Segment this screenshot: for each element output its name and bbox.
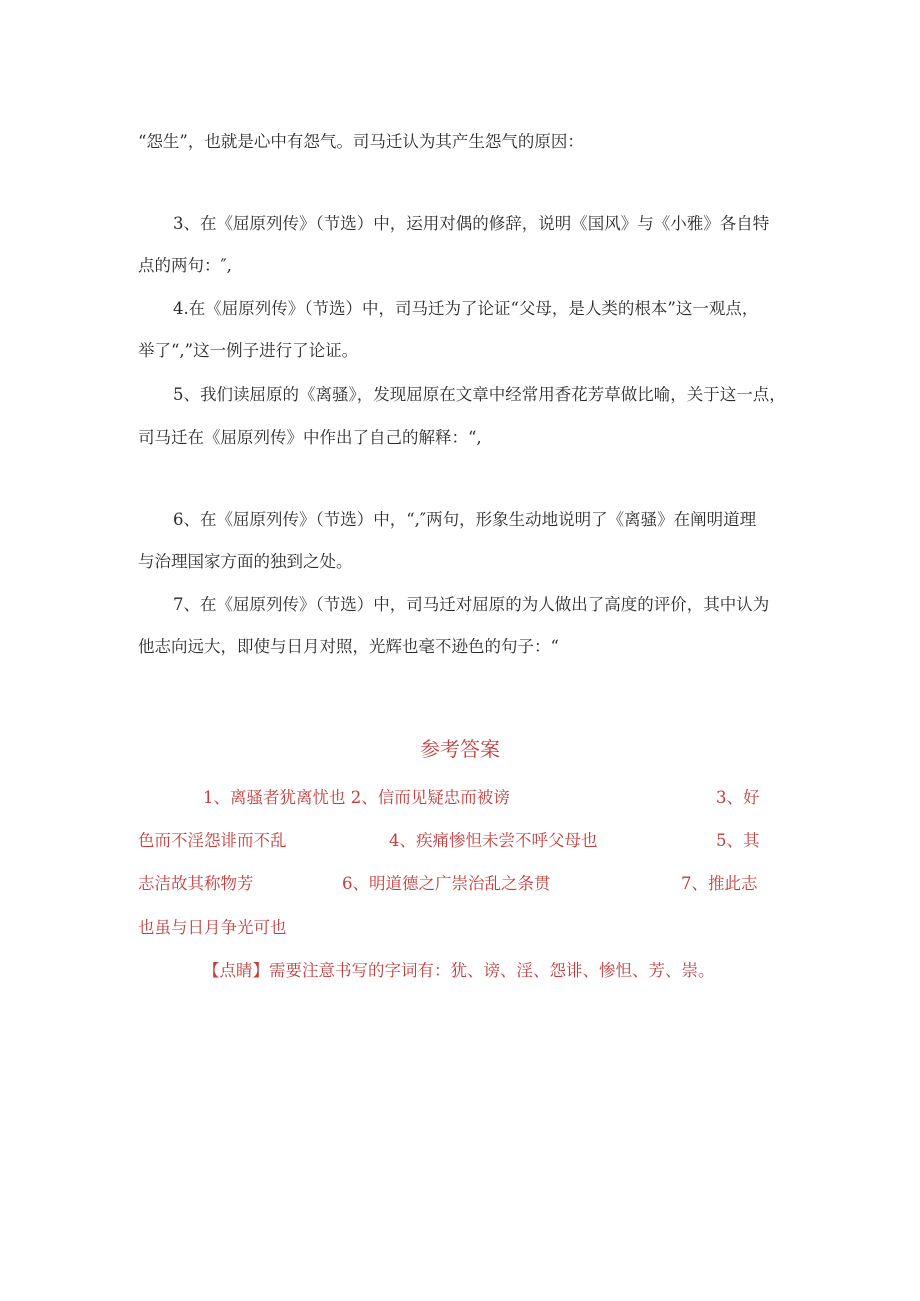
answer-row-3-part-2: 6、明道德之广崇治乱之条贯 [342, 874, 551, 893]
answer-row-3-part-3: 7、推此志 [681, 874, 758, 893]
question-6-line-1: 6、在《屈原列传》（节选）中，“,″两句，形象生动地说明了《离骚》在阐明道理 [173, 510, 757, 529]
answer-row-1-part-1: 1、离骚者犹离忧也 2、信而见疑忠而被谤 [203, 788, 510, 807]
question-2-tail: “怨生”，也就是心中有怨气。司马迁认为其产生怨气的原因： [138, 132, 584, 151]
note-tag: 【点睛】 [203, 961, 269, 980]
answer-row-3-part-1: 志洁故其称物芳 [138, 874, 254, 893]
question-7-line-1: 7、在《屈原列传》（节选）中，司马迁对屈原的为人做出了高度的评价，其中认为 [173, 595, 770, 614]
question-3-line-1: 3、在《屈原列传》（节选）中，运用对偶的修辞，说明《国风》与《小雅》各自特 [173, 214, 770, 233]
question-3-line-2: 点的两句：″, [138, 256, 232, 275]
question-7-line-2: 他志向远大，即使与日月对照，光辉也毫不逊色的句子：“ [138, 637, 559, 656]
answer-row-2-part-3: 5、其 [716, 831, 760, 850]
answer-row-2-part-1: 色而不淫怨诽而不乱 [138, 831, 287, 850]
question-5-line-1: 5、我们读屈原的《离骚》，发现屈原在文章中经常用香花芳草做比喻，关于这一点， [173, 385, 786, 404]
note-text: 需要注意书写的字词有：犹、谤、淫、怨诽、惨怛、芳、崇。 [269, 961, 715, 980]
answer-note [203, 960, 715, 982]
question-5-line-2: 司马迁在《屈原列传》中作出了自己的解释：“, [138, 428, 482, 447]
answer-row-2-part-2: 4、疾痛惨怛未尝不呼父母也 [389, 831, 598, 850]
question-4-line-1: 4.在《屈原列传》（节选）中，司马迁为了论证“父母，是人类的根本”这一观点， [173, 299, 759, 318]
question-4-line-2: 举了“,”这一例子进行了论证。 [138, 341, 359, 360]
question-6-line-2: 与治理国家方面的独到之处。 [138, 552, 353, 571]
answer-row-1-part-2: 3、好 [716, 788, 760, 807]
answer-row-4-part-1: 也虽与日月争光可也 [138, 918, 287, 937]
answers-heading: 参考答案 [420, 737, 500, 761]
